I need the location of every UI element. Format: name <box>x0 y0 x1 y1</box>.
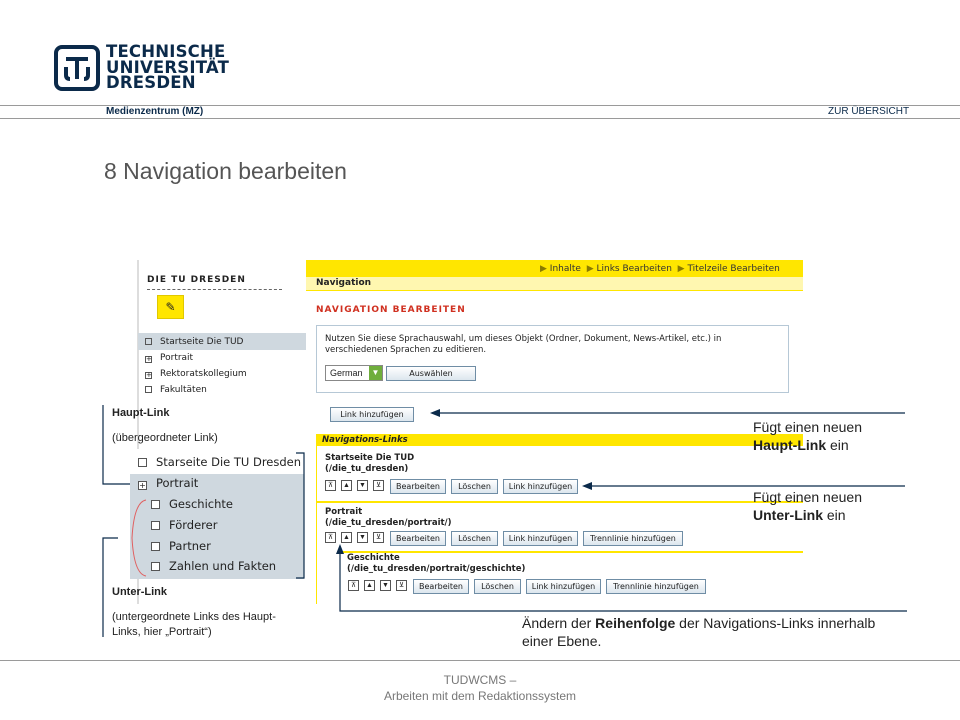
logo-line-3: DRESDEN <box>106 73 196 92</box>
zoom-item-zahlen <box>151 559 276 573</box>
order-note-bold: Reihenfolge <box>595 615 676 631</box>
zoom-item-label: Partner <box>169 539 211 553</box>
main-link-desc: (übergeordneter Link) <box>112 432 218 444</box>
zoom-divider <box>130 473 304 474</box>
links-heading: Navigations-Links <box>322 435 408 445</box>
add-sub-note-1: Fügt einen neuen <box>753 489 862 505</box>
zoom-item-portrait <box>138 476 198 490</box>
move-top-icon[interactable]: ⊼ <box>348 580 359 591</box>
breadcrumb-bar <box>306 277 803 291</box>
breadcrumb: Navigation <box>316 278 372 288</box>
expand-icon: + <box>146 355 152 363</box>
sidebar-divider <box>147 289 282 290</box>
sidebar-item-label: Startseite Die TUD <box>160 337 244 347</box>
arrow-right-icon: ▶ <box>677 264 685 274</box>
delete-button[interactable]: Löschen <box>451 479 498 494</box>
page-icon <box>151 521 160 530</box>
sidebar-item-label: Fakultäten <box>160 385 207 395</box>
sidebar-item-label: Rektoratskollegium <box>160 369 247 379</box>
main-link-title: Haupt-Link <box>112 407 170 419</box>
arrow-right-icon: ▶ <box>586 264 594 274</box>
add-main-note-bold: Haupt-Link <box>753 437 827 453</box>
add-sub-link-button[interactable]: Link hinzufügen <box>503 479 578 494</box>
move-bottom-icon[interactable]: ⊻ <box>396 580 407 591</box>
move-up-icon[interactable]: ▲ <box>364 580 375 591</box>
move-up-icon[interactable]: ▲ <box>341 532 352 543</box>
move-bottom-icon[interactable]: ⊻ <box>373 480 384 491</box>
entry-divider <box>338 551 803 553</box>
zoom-item-geschichte <box>151 497 233 511</box>
sidebar-item-fakultaeten[interactable] <box>145 385 207 395</box>
page-icon <box>145 386 152 393</box>
add-sub-link-button[interactable]: Link hinzufügen <box>526 579 601 594</box>
page-title: 8 Navigation bearbeiten <box>104 158 347 184</box>
order-note-post: der Navigations-Links innerhalb <box>675 615 876 631</box>
arrow-right-icon: ▶ <box>540 264 547 274</box>
page-icon <box>151 500 160 509</box>
sidebar-heading: DIE TU DRESDEN <box>147 275 246 285</box>
page-icon <box>151 542 160 551</box>
logo-line-2: UNIVERSITÄT <box>106 57 230 77</box>
move-down-icon[interactable]: ▼ <box>380 580 391 591</box>
select-language-button[interactable]: Auswählen <box>386 366 476 381</box>
sidebar-item-startseite[interactable] <box>145 337 243 347</box>
move-down-icon[interactable]: ▼ <box>357 480 368 491</box>
move-top-icon[interactable]: ⊼ <box>325 480 336 491</box>
expand-icon: + <box>139 481 146 490</box>
sub-link-desc-2: Links, hier „Portrait“) <box>112 626 212 638</box>
entry-divider <box>316 501 803 503</box>
zoom-item-label: Förderer <box>169 518 218 532</box>
language-select[interactable] <box>325 365 383 381</box>
entry-path: (/die_tu_dresden/portrait/) <box>325 518 452 528</box>
footer-rule <box>0 660 960 661</box>
tud-logo-icon <box>54 45 100 91</box>
sidebar-item-portrait[interactable] <box>145 353 193 363</box>
chevron-down-icon: ▼ <box>369 366 382 380</box>
page-icon <box>145 338 152 345</box>
order-note-pre: Ändern der <box>522 615 596 631</box>
expand-icon: + <box>146 371 152 379</box>
page-icon <box>138 458 147 467</box>
add-sub-note-rest: ein <box>823 507 846 523</box>
sidebar-item-rektoratskollegium[interactable] <box>145 369 247 379</box>
edit-button[interactable]: Bearbeiten <box>390 479 446 494</box>
header-rule-bottom <box>0 118 960 119</box>
edit-button[interactable]: Bearbeiten <box>390 531 446 546</box>
zoom-item-startseite <box>138 455 301 469</box>
move-top-icon[interactable]: ⊼ <box>325 532 336 543</box>
sidebar-item-label: Portrait <box>160 353 194 363</box>
move-down-icon[interactable]: ▼ <box>357 532 368 543</box>
edit-pencil-button[interactable] <box>157 295 184 319</box>
add-main-note-1: Fügt einen neuen <box>753 419 862 435</box>
entry-path: (/die_tu_dresden/portrait/geschichte) <box>347 564 526 574</box>
sub-link-title: Unter-Link <box>112 586 167 598</box>
edit-button[interactable]: Bearbeiten <box>413 579 469 594</box>
zoom-item-label: Portrait <box>156 476 199 490</box>
add-main-link-button[interactable]: Link hinzufügen <box>330 407 414 422</box>
department-label: Medienzentrum (MZ) <box>106 106 204 117</box>
entry-path: (/die_tu_dresden) <box>325 464 409 474</box>
footer-line-2: Arbeiten mit dem Redaktionssystem <box>383 689 577 703</box>
top-link-inhalte[interactable]: Inhalte <box>549 264 581 274</box>
section-title: NAVIGATION BEARBEITEN <box>316 305 466 315</box>
sub-link-desc-1: (untergeordnete Links des Haupt- <box>112 611 276 623</box>
top-links <box>540 264 780 274</box>
overview-link[interactable]: ZUR ÜBERSICHT <box>828 106 910 117</box>
add-sub-link-button[interactable]: Link hinzufügen <box>503 531 578 546</box>
move-bottom-icon[interactable]: ⊻ <box>373 532 384 543</box>
add-separator-button[interactable]: Trennlinie hinzufügen <box>606 579 706 594</box>
add-separator-button[interactable]: Trennlinie hinzufügen <box>583 531 683 546</box>
zoom-item-label: Starseite Die TU Dresden <box>156 455 302 469</box>
pencil-icon: ✎ <box>165 300 176 314</box>
zoom-item-foerderer <box>151 518 217 532</box>
logo-line-1: TECHNISCHE <box>106 42 226 61</box>
order-note-1 <box>522 615 875 631</box>
footer <box>0 672 960 704</box>
delete-button[interactable]: Löschen <box>451 531 498 546</box>
add-main-note-rest: ein <box>826 437 849 453</box>
zoom-item-label: Geschichte <box>169 497 233 511</box>
footer-line-1: TUDWCMS – <box>443 673 517 687</box>
page-icon <box>151 562 160 571</box>
top-link-titelzeile[interactable]: Titelzeile Bearbeiten <box>687 264 780 274</box>
language-hint: Nutzen Sie diese Sprachauswahl, um dieses Objekt (Ordner, Dokument, News-Artikel, etc.) in verschiedenen Sprachen zu editieren. <box>325 334 722 355</box>
zoom-item-partner <box>151 539 211 553</box>
entry-title: Startseite Die TUD <box>325 453 415 463</box>
delete-button[interactable]: Löschen <box>474 579 521 594</box>
move-up-icon[interactable]: ▲ <box>341 480 352 491</box>
language-value: German <box>330 368 363 378</box>
entry-title: Geschichte <box>347 553 400 563</box>
order-note-2: einer Ebene. <box>522 633 602 649</box>
university-name <box>106 44 229 91</box>
entry-title: Portrait <box>325 507 363 517</box>
top-link-links-bearbeiten[interactable]: Links Bearbeiten <box>596 264 672 274</box>
zoom-item-label: Zahlen und Fakten <box>169 559 277 573</box>
add-sub-note-bold: Unter-Link <box>753 507 823 523</box>
add-sub-note-2 <box>753 507 846 523</box>
add-main-note-2 <box>753 437 849 453</box>
